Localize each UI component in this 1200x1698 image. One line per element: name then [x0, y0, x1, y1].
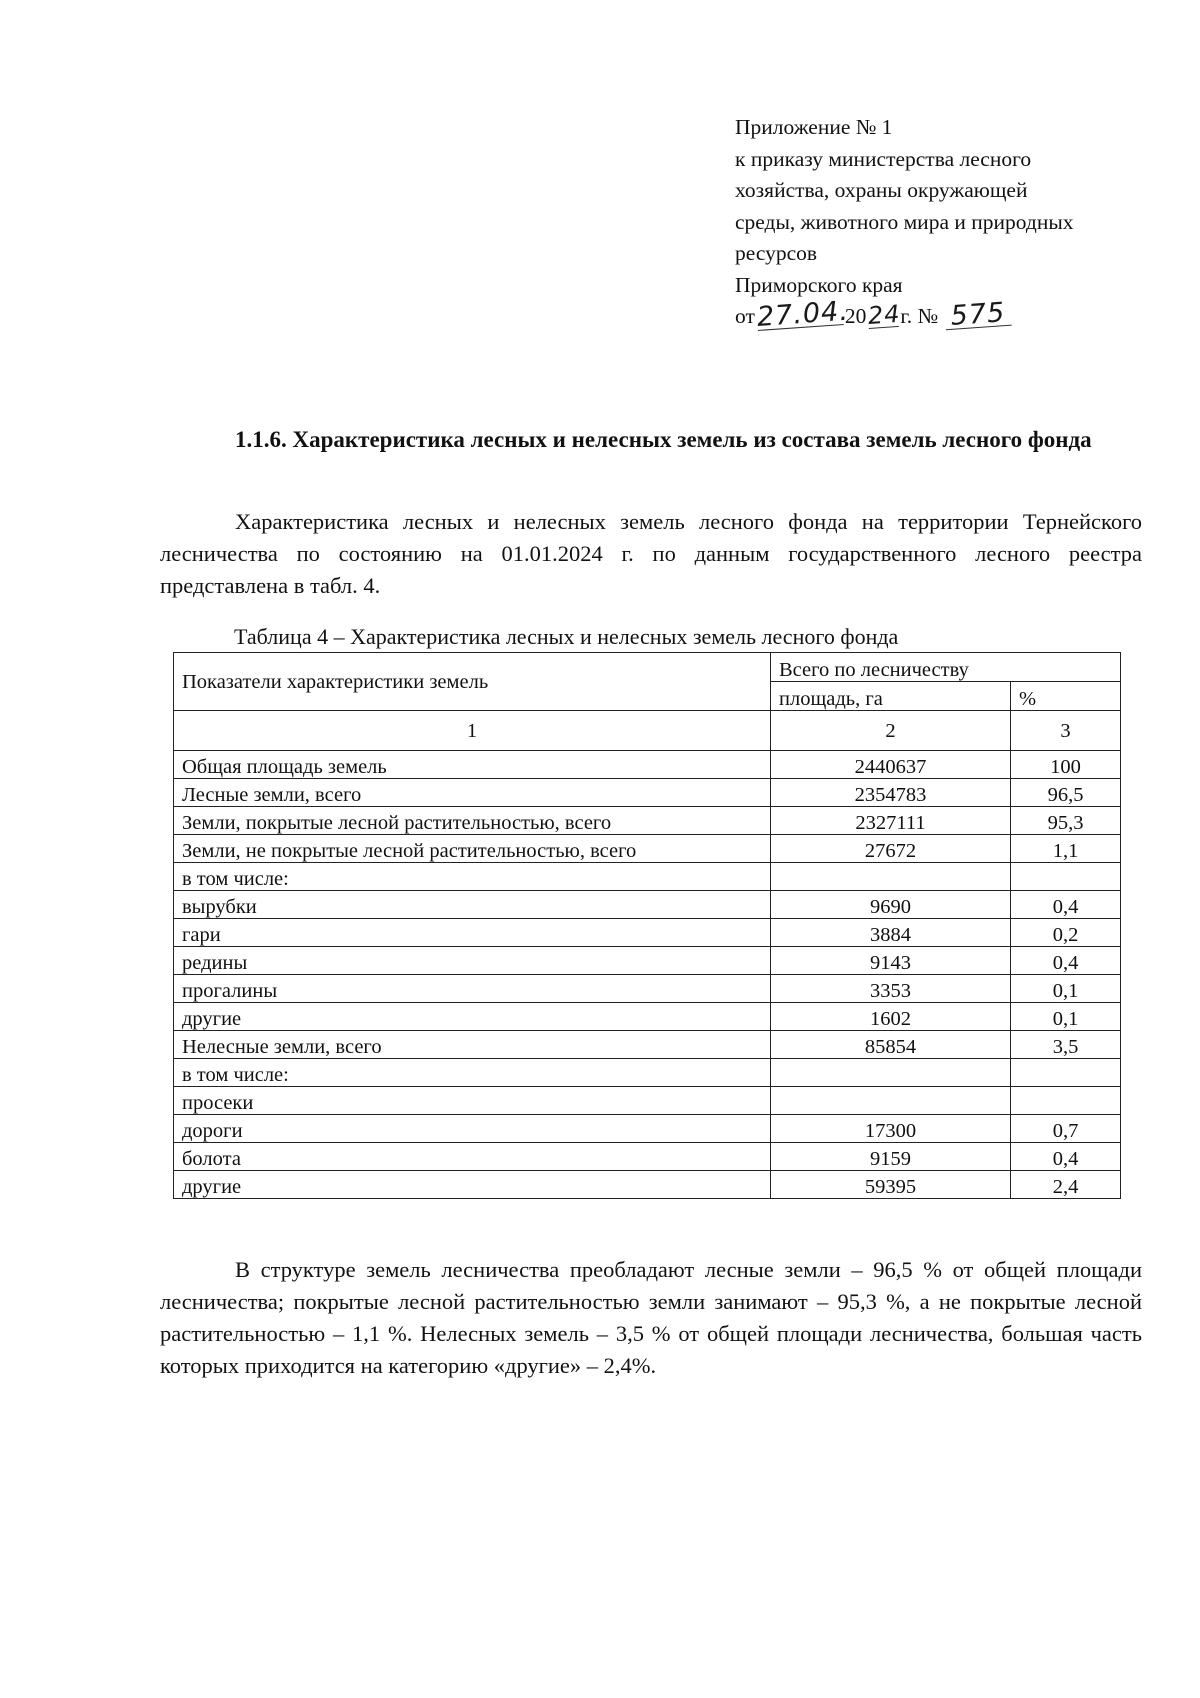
table-row [174, 1087, 1121, 1115]
appendix-block [735, 112, 1155, 333]
row-label: Общая площадь земель [174, 751, 771, 779]
row-label: Земли, не покрытые лесной растительностью, всего [174, 835, 771, 863]
row-label: вырубки [174, 891, 771, 919]
row-area: 9159 [771, 1143, 1011, 1171]
header-group: Всего по лесничеству [771, 653, 1121, 682]
row-pct: 2,4 [1011, 1171, 1121, 1199]
row-label: Лесные земли, всего [174, 779, 771, 807]
row-pct: 1,1 [1011, 835, 1121, 863]
row-pct: 0,1 [1011, 975, 1121, 1003]
table-header-row [174, 653, 1121, 682]
appendix-line: к приказу министерства лесного [735, 146, 1032, 171]
row-pct: 0,4 [1011, 947, 1121, 975]
row-label: в том числе: [174, 863, 771, 891]
table-row [174, 1003, 1121, 1031]
row-area: 85854 [771, 1031, 1011, 1059]
order-prefix: от [735, 304, 755, 328]
order-year-handwritten: 24 [867, 299, 902, 331]
table-row [174, 1143, 1121, 1171]
row-label: гари [174, 919, 771, 947]
row-pct: 100 [1011, 751, 1121, 779]
row-label: другие [174, 1003, 771, 1031]
table-row [174, 1059, 1121, 1087]
header-pct: % [1011, 682, 1121, 711]
appendix-line: ресурсов [735, 241, 818, 265]
intro-paragraph: Характеристика лесных и нелесных земель лесного фонда на территории Тернейского лесничества по состоянию на 01.01.2024 г. по данным государственного лесного реестра представлена в табл. 4. [160, 509, 1142, 598]
row-label: другие [174, 1171, 771, 1199]
table-row [174, 1115, 1121, 1143]
row-label: в том числе: [174, 1059, 771, 1087]
row-area [771, 1059, 1011, 1087]
column-number: 2 [771, 711, 1011, 751]
section-title: 1.1.6. Характеристика лесных и нелесных земель из состава земель лесного фонда [235, 427, 1092, 452]
conclusion-paragraph: В структуре земель лесничества преобладают лесные земли – 96,5 % от общей площади лесничества; покрытые лесной растительностью земли занимают – 95,3 %, а не покрытые лесной растительностью – 1,1 %. Нелесных земель – 3,5 % от общей площади лесничества, большая часть которых приходится на категорию «другие» – 2,4%. [160, 1257, 1142, 1378]
appendix-line: Приморского края [735, 272, 903, 297]
header-area: площадь, га [771, 682, 1011, 711]
row-pct: 95,3 [1011, 807, 1121, 835]
row-area: 9143 [771, 947, 1011, 975]
table-row [174, 835, 1121, 863]
table-row [174, 947, 1121, 975]
row-area: 27672 [771, 835, 1011, 863]
column-number: 3 [1011, 711, 1121, 751]
header-indicator: Показатели характеристики земель [174, 653, 771, 711]
table-row [174, 807, 1121, 835]
table-row [174, 919, 1121, 947]
row-label: прогалины [174, 975, 771, 1003]
land-characteristics-table [173, 652, 1121, 1199]
appendix-line: хозяйства, охраны окружающей [735, 178, 1028, 202]
row-label: редины [174, 947, 771, 975]
row-label: болота [174, 1143, 771, 1171]
row-label: дороги [174, 1115, 771, 1143]
row-pct: 0,7 [1011, 1115, 1121, 1143]
appendix-title: Приложение № 1 [735, 115, 893, 139]
table-caption: Таблица 4 – Характеристика лесных и нелесных земель лесного фонда [234, 624, 899, 649]
row-pct [1011, 1059, 1121, 1087]
row-pct: 0,1 [1011, 1003, 1121, 1031]
row-label: просеки [174, 1087, 771, 1115]
column-number-row [174, 711, 1121, 751]
row-area [771, 1087, 1011, 1115]
row-area [771, 863, 1011, 891]
row-area: 3884 [771, 919, 1011, 947]
row-pct: 96,5 [1011, 779, 1121, 807]
order-date-handwritten: 27.04. [755, 295, 850, 333]
table-row [174, 863, 1121, 891]
row-label: Земли, покрытые лесной растительностью, всего [174, 807, 771, 835]
row-area: 2354783 [771, 779, 1011, 807]
row-pct: 0,4 [1011, 891, 1121, 919]
table-row [174, 1171, 1121, 1199]
table-row [174, 891, 1121, 919]
row-area: 2440637 [771, 751, 1011, 779]
table-row [174, 975, 1121, 1003]
row-area: 1602 [771, 1003, 1011, 1031]
row-area: 3353 [771, 975, 1011, 1003]
row-pct: 3,5 [1011, 1031, 1121, 1059]
row-pct: 0,4 [1011, 1143, 1121, 1171]
order-year-prefix: 20 [844, 304, 867, 328]
row-area: 59395 [771, 1171, 1011, 1199]
row-pct [1011, 1087, 1121, 1115]
column-number: 1 [174, 711, 771, 751]
table-row [174, 779, 1121, 807]
table-row [174, 1031, 1121, 1059]
table-row [174, 751, 1121, 779]
row-area: 9690 [771, 891, 1011, 919]
row-area: 17300 [771, 1115, 1011, 1143]
row-pct: 0,2 [1011, 919, 1121, 947]
order-number-handwritten: 575 [945, 301, 1013, 331]
order-line [735, 295, 1155, 333]
row-pct [1011, 863, 1121, 891]
row-area: 2327111 [771, 807, 1011, 835]
appendix-line: среды, животного мира и природных [735, 209, 1074, 234]
order-mid: г. № [900, 304, 939, 328]
row-label: Нелесные земли, всего [174, 1031, 771, 1059]
